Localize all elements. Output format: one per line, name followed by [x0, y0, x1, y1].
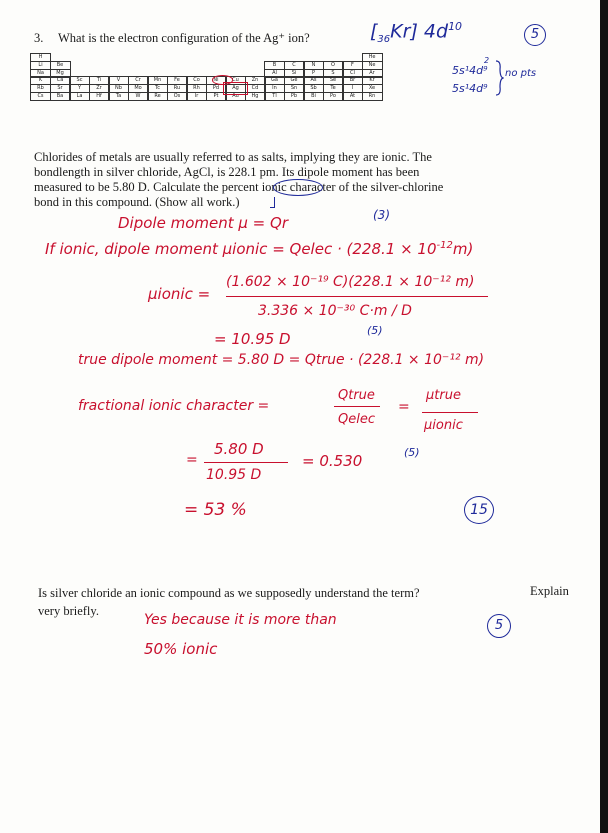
- element-cell: Mn: [147, 76, 168, 85]
- q3-answer-10: 10: [448, 20, 463, 33]
- element-cell: Po: [323, 92, 344, 101]
- element-cell: H: [30, 53, 51, 62]
- element-cell: N: [303, 61, 324, 70]
- element-cell: Sb: [303, 84, 324, 93]
- q5-line-1: Is silver chloride an ionic compound as we supposedly understand the term?: [38, 586, 420, 600]
- element-cell: Zr: [89, 84, 110, 93]
- work-line-4-score: (5): [367, 324, 383, 337]
- work-line-7-eq: =: [186, 452, 198, 468]
- q3-answer-36: 36: [377, 34, 391, 46]
- element-cell: V: [108, 76, 129, 85]
- element-cell: Xe: [362, 84, 383, 93]
- element-cell: Be: [50, 61, 71, 70]
- element-cell: Tl: [264, 92, 285, 101]
- element-cell: Li: [30, 61, 51, 70]
- element-cell: Cu: [225, 76, 246, 85]
- element-cell: He: [362, 53, 383, 62]
- element-cell: Al: [264, 69, 285, 78]
- work-line-4: = 10.95 D: [214, 330, 291, 348]
- work-line-2-unit: m): [452, 240, 474, 258]
- q3-alt-line1: [452, 64, 488, 77]
- element-cell: Rn: [362, 92, 383, 101]
- work-line-7-fraction-bar: [204, 462, 288, 463]
- element-cell: As: [303, 76, 324, 85]
- element-cell: W: [128, 92, 149, 101]
- element-cell: Sn: [284, 84, 305, 93]
- element-cell: Br: [342, 76, 363, 85]
- q3-answer: [370, 20, 462, 45]
- element-cell: Pb: [284, 92, 305, 101]
- q3-score: 5: [524, 24, 546, 46]
- element-cell: Si: [284, 69, 305, 78]
- work-line-3-fraction-bar: [226, 296, 488, 297]
- q5-answer-line-2: 50% ionic: [144, 640, 218, 658]
- work-line-3-denominator: 3.336 × 10⁻³⁰ C·m / D: [258, 303, 412, 319]
- q3-alt-brace-icon: [494, 60, 504, 96]
- element-cell: Cr: [128, 76, 149, 85]
- element-cell: P: [303, 69, 324, 78]
- q4-line-1: Chlorides of metals are usually referred to as salts, implying they are ionic. The: [34, 150, 432, 164]
- work-line-7-result: = 0.530: [302, 452, 363, 470]
- element-cell: I: [342, 84, 363, 93]
- work-line-7-score: (5): [404, 446, 420, 459]
- element-cell: Mo: [128, 84, 149, 93]
- element-cell: Ni: [206, 76, 227, 85]
- element-cell: Mg: [50, 69, 71, 78]
- element-cell: Au: [225, 92, 246, 101]
- work-line-5: true dipole moment = 5.80 D = Qtrue · (228.1 × 10⁻¹² m): [78, 352, 485, 368]
- work-total-score: 15: [464, 496, 494, 524]
- element-cell: Pt: [206, 92, 227, 101]
- element-cell: Nb: [108, 84, 129, 93]
- element-cell: Pd: [206, 84, 227, 93]
- work-line-1: Dipole moment μ = Qr: [118, 214, 288, 232]
- element-cell: Ga: [264, 76, 285, 85]
- element-cell: La: [69, 92, 90, 101]
- scan-edge: [600, 0, 608, 833]
- element-cell: Y: [69, 84, 90, 93]
- work-line-2-text: If ionic, dipole moment μionic = Qelec · (228.1 × 10: [45, 240, 437, 258]
- element-cell: Cd: [245, 84, 266, 93]
- element-cell: Ir: [186, 92, 207, 101]
- q3-answer-bracket-close: ]: [410, 20, 418, 43]
- q5-line-2: very briefly.: [38, 604, 99, 618]
- element-cell: At: [342, 92, 363, 101]
- q3-alt-line2: 5s¹4d⁹: [452, 82, 488, 95]
- element-cell: Cl: [342, 69, 363, 78]
- element-cell: Tc: [147, 84, 168, 93]
- element-cell: Rb: [30, 84, 51, 93]
- q3-number: 3.: [34, 31, 44, 45]
- element-cell: Os: [167, 92, 188, 101]
- q3-answer-4d: 4d: [423, 20, 449, 43]
- element-cell: Ne: [362, 61, 383, 70]
- element-cell: Ru: [167, 84, 188, 93]
- element-cell: Ca: [50, 76, 71, 85]
- element-cell: Ti: [89, 76, 110, 85]
- q5-score: 5: [487, 614, 511, 638]
- work-line-1-score: (3): [373, 208, 390, 222]
- q3-alt-note: no pts: [505, 68, 537, 79]
- element-cell: Re: [147, 92, 168, 101]
- element-cell: Rh: [186, 84, 207, 93]
- work-line-6-eq: =: [398, 399, 410, 415]
- element-cell: K: [30, 76, 51, 85]
- element-cell: Kr: [362, 76, 383, 85]
- element-cell: Hf: [89, 92, 110, 101]
- work-line-6-lhs: fractional ionic character =: [78, 398, 270, 414]
- work-line-7-numerator: 5.80 D: [214, 440, 264, 458]
- q5-explain: Explain: [530, 584, 569, 598]
- element-cell: Sr: [50, 84, 71, 93]
- element-cell: Zn: [245, 76, 266, 85]
- work-line-6-frac1-bar: [334, 406, 380, 407]
- q4-line-3: measured to be 5.80 D. Calculate the percent ionic character of the silver-chlorine: [34, 180, 444, 194]
- q4-line-4: bond in this compound. (Show all work.): [34, 195, 240, 209]
- element-cell: Ta: [108, 92, 129, 101]
- percent-circle-mark: [273, 179, 323, 196]
- work-line-3-lhs: μionic =: [148, 285, 211, 303]
- element-cell: Hg: [245, 92, 266, 101]
- work-line-2-exp: -12: [436, 240, 453, 251]
- element-cell: Se: [323, 76, 344, 85]
- work-line-8: = 53 %: [184, 500, 247, 520]
- work-bracket-mark: [270, 197, 275, 208]
- element-cell: Fe: [167, 76, 188, 85]
- work-line-3-numerator: (1.602 × 10⁻¹⁹ C)(228.1 × 10⁻¹² m): [226, 274, 475, 290]
- element-cell: C: [284, 61, 305, 70]
- element-cell: B: [264, 61, 285, 70]
- element-cell: Ge: [284, 76, 305, 85]
- q3-alt-config-1: 5s¹4d⁹: [452, 64, 488, 77]
- element-cell: Co: [186, 76, 207, 85]
- element-cell: Na: [30, 69, 51, 78]
- q3-text: What is the electron configuration of the Ag⁺ ion?: [58, 31, 310, 45]
- element-cell: Sc: [69, 76, 90, 85]
- work-line-2: [45, 240, 473, 258]
- work-line-6-frac2-den: μionic: [424, 418, 463, 433]
- q4-line-2: bondlength in silver chloride, AgCl, is 228.1 pm. Its dipole moment has been: [34, 165, 420, 179]
- q3-alt-sup: 2: [484, 56, 490, 65]
- element-cell: Ar: [362, 69, 383, 78]
- element-cell: Cs: [30, 92, 51, 101]
- element-cell: Te: [323, 84, 344, 93]
- work-line-6-frac1-num: Qtrue: [338, 388, 375, 403]
- element-cell: O: [323, 61, 344, 70]
- element-cell: Ag: [225, 84, 246, 93]
- q3-answer-bracket-open: [: [370, 20, 378, 43]
- element-cell: In: [264, 84, 285, 93]
- element-cell: S: [323, 69, 344, 78]
- work-line-6-frac2-bar: [422, 412, 478, 413]
- work-line-7-denominator: 10.95 D: [206, 467, 262, 483]
- q3-answer-kr: Kr: [390, 20, 411, 43]
- q5-answer-line-1: Yes because it is more than: [144, 612, 337, 628]
- element-cell: Ba: [50, 92, 71, 101]
- element-cell: F: [342, 61, 363, 70]
- element-cell: Bi: [303, 92, 324, 101]
- work-line-6-frac1-den: Qelec: [338, 412, 375, 427]
- work-line-6-frac2-num: μtrue: [426, 388, 461, 403]
